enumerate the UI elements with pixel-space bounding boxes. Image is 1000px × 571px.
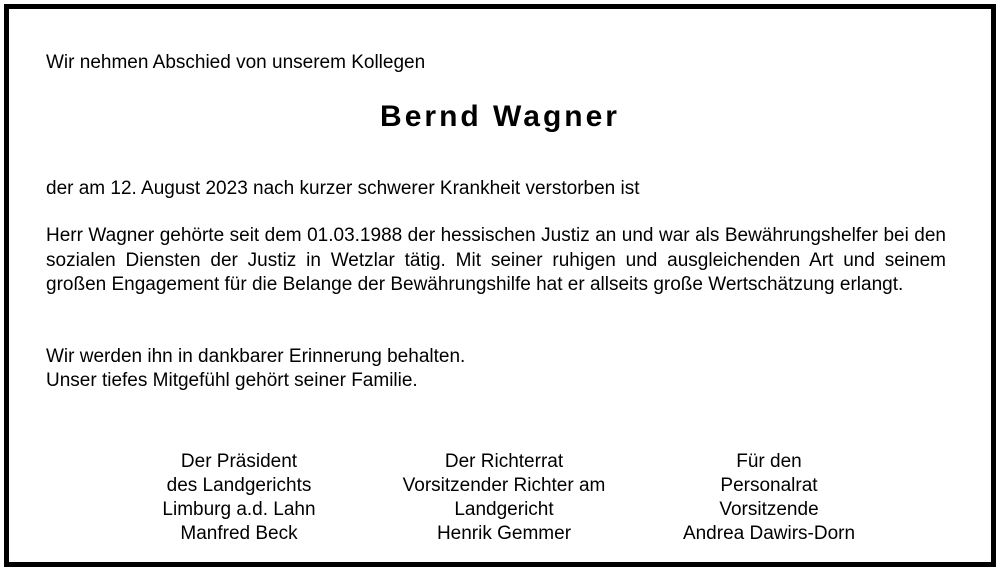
signatory-line: Der Richterrat	[444, 451, 564, 472]
signatory-name: Manfred Beck	[180, 523, 298, 544]
signatory-line: Der Präsident	[180, 451, 298, 472]
signatory-president	[109, 450, 369, 546]
closing-remarks	[46, 345, 465, 393]
closing-line: Unser tiefes Mitgefühl gehört seiner Familie.	[46, 370, 418, 391]
signatory-name: Henrik Gemmer	[436, 523, 572, 544]
obituary-notice-frame	[4, 4, 996, 567]
signatory-line: Vorsitzende	[719, 499, 819, 520]
biography-paragraph: Herr Wagner gehörte seit dem 01.03.1988 der hessischen Justiz an und war als Bewährungshelfer bei den sozialen Diensten der Justiz in Wetzlar tätig. Mit seiner ruhigen und ausgleichenden Art und seinem großen Engagement für die Belange der Bewährungshilfe hat er allseits große Wertschätzung erlangt.	[46, 225, 946, 295]
signatory-line: Für den	[736, 451, 802, 472]
signatory-staff-council	[639, 450, 899, 546]
deceased-name: Bernd Wagner	[380, 100, 620, 133]
signatory-line: Landgericht	[454, 499, 554, 520]
signatory-line: Limburg a.d. Lahn	[162, 499, 316, 520]
signatory-name: Andrea Dawirs-Dorn	[682, 523, 856, 544]
signatory-line: Vorsitzender Richter am	[402, 475, 606, 496]
intro-text: Wir nehmen Abschied von unserem Kollegen	[46, 52, 426, 73]
signatory-line: Personalrat	[720, 475, 818, 496]
closing-line: Wir werden ihn in dankbarer Erinnerung behalten.	[46, 346, 466, 367]
death-notice-text: der am 12. August 2023 nach kurzer schwerer Krankheit verstorben ist	[46, 178, 640, 199]
signatory-judges-council	[374, 450, 634, 546]
signatory-line: des Landgerichts	[166, 475, 312, 496]
